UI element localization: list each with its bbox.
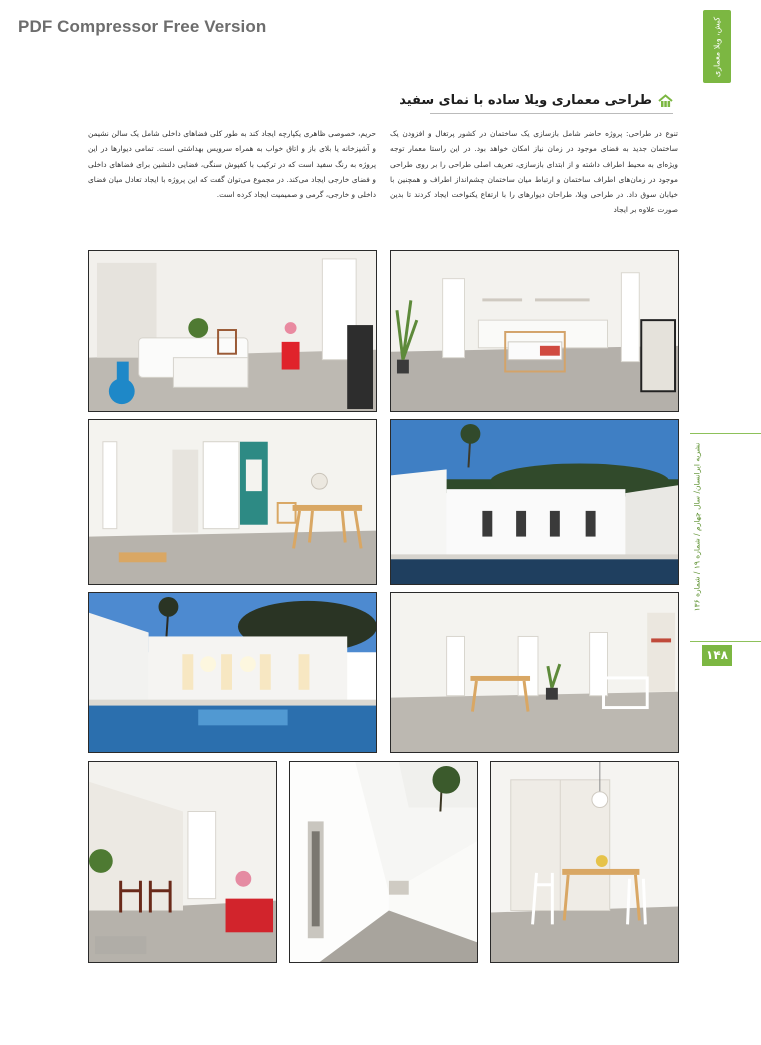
photo-kitchen-lounge-chair (390, 250, 679, 412)
sidebar-meta-text: نشریه ایرانسان/ سال چهارم / شماره ۱۹ / شماره ۱۳۶ (692, 442, 702, 612)
photo-courtyard-passage (289, 761, 478, 963)
photo-dining-table-pendant (490, 761, 679, 963)
exterior-photo-icon (290, 762, 477, 962)
exterior-photo-icon (89, 593, 376, 752)
body-column-right: تنوع در طراحی: پروژه حاضر شامل بازسازی یک ساختمان در کشور پرتغال و افزودن یک ساختمان جدید به فضای موجود در زمان نیاز امکان خواهد بود. در این راستا معمار توجه ویژه‌ای به محیط اطراف داشته و از ابتدای بازسازی، تعریف اصلی طراحی را بر روی طراحی موجود در زمان‌های اطراف ساختمان و ارتباط میان ساختمان چشم‌انداز اطراف و همچنین با خیابان سوق داد. در طراحی ویلا، طراحان دیوارهای را با ارتفاع یکنواخت ایجاد کردند تا بدین صورت علاوه بر ایجاد (390, 129, 678, 215)
headline-text: طراحی معماری ویلا ساده با نمای سفید (399, 93, 652, 108)
interior-photo-icon (89, 420, 376, 584)
sidebar-divider-bottom (690, 641, 761, 642)
interior-photo-icon (89, 251, 376, 411)
body-column-left: حریم، خصوصی ظاهری یکپارچه ایجاد کند به طور کلی فضاهای داخلی شامل یک سالن نشیمن و آشپزخانه یا بلای باز و اتاق خواب به همراه سرویس بهداشتی است. تمامی دیوارها در این پروژه به رنگ سفید است که در ترکیب با کفپوش سنگی، فضایی دلنشین برای فضاهای داخلی و فضای خارجی ایجاد می‌کند. در مجموع می‌توان گفت که این پروژه با ایجاد تعادل میان فضای داخلی و خارجی، گرمی و صمیمیت ایجاد کرده است. (88, 129, 376, 200)
photo-living-room-sofa (88, 250, 377, 412)
interior-photo-icon (491, 762, 678, 962)
section-tab (703, 10, 731, 83)
photo-open-living-dining (390, 592, 679, 753)
watermark-text: PDF Compressor Free Version (18, 17, 267, 36)
article-headline (399, 93, 673, 108)
sidebar-meta (680, 426, 714, 628)
house-icon (658, 94, 673, 108)
interior-photo-icon (391, 593, 678, 752)
photo-exterior-pool-day (390, 419, 679, 585)
interior-photo-icon (391, 251, 678, 411)
interior-photo-icon (89, 762, 276, 962)
page-number: ۱۴۸ (702, 645, 732, 666)
photo-corner-chairs-plant (88, 761, 277, 963)
photo-dining-hallway (88, 419, 377, 585)
headline-divider (430, 113, 673, 114)
photo-exterior-pool-night (88, 592, 377, 753)
exterior-photo-icon (391, 420, 678, 584)
section-tab-label: کیش، ویلا معماری (712, 16, 722, 77)
